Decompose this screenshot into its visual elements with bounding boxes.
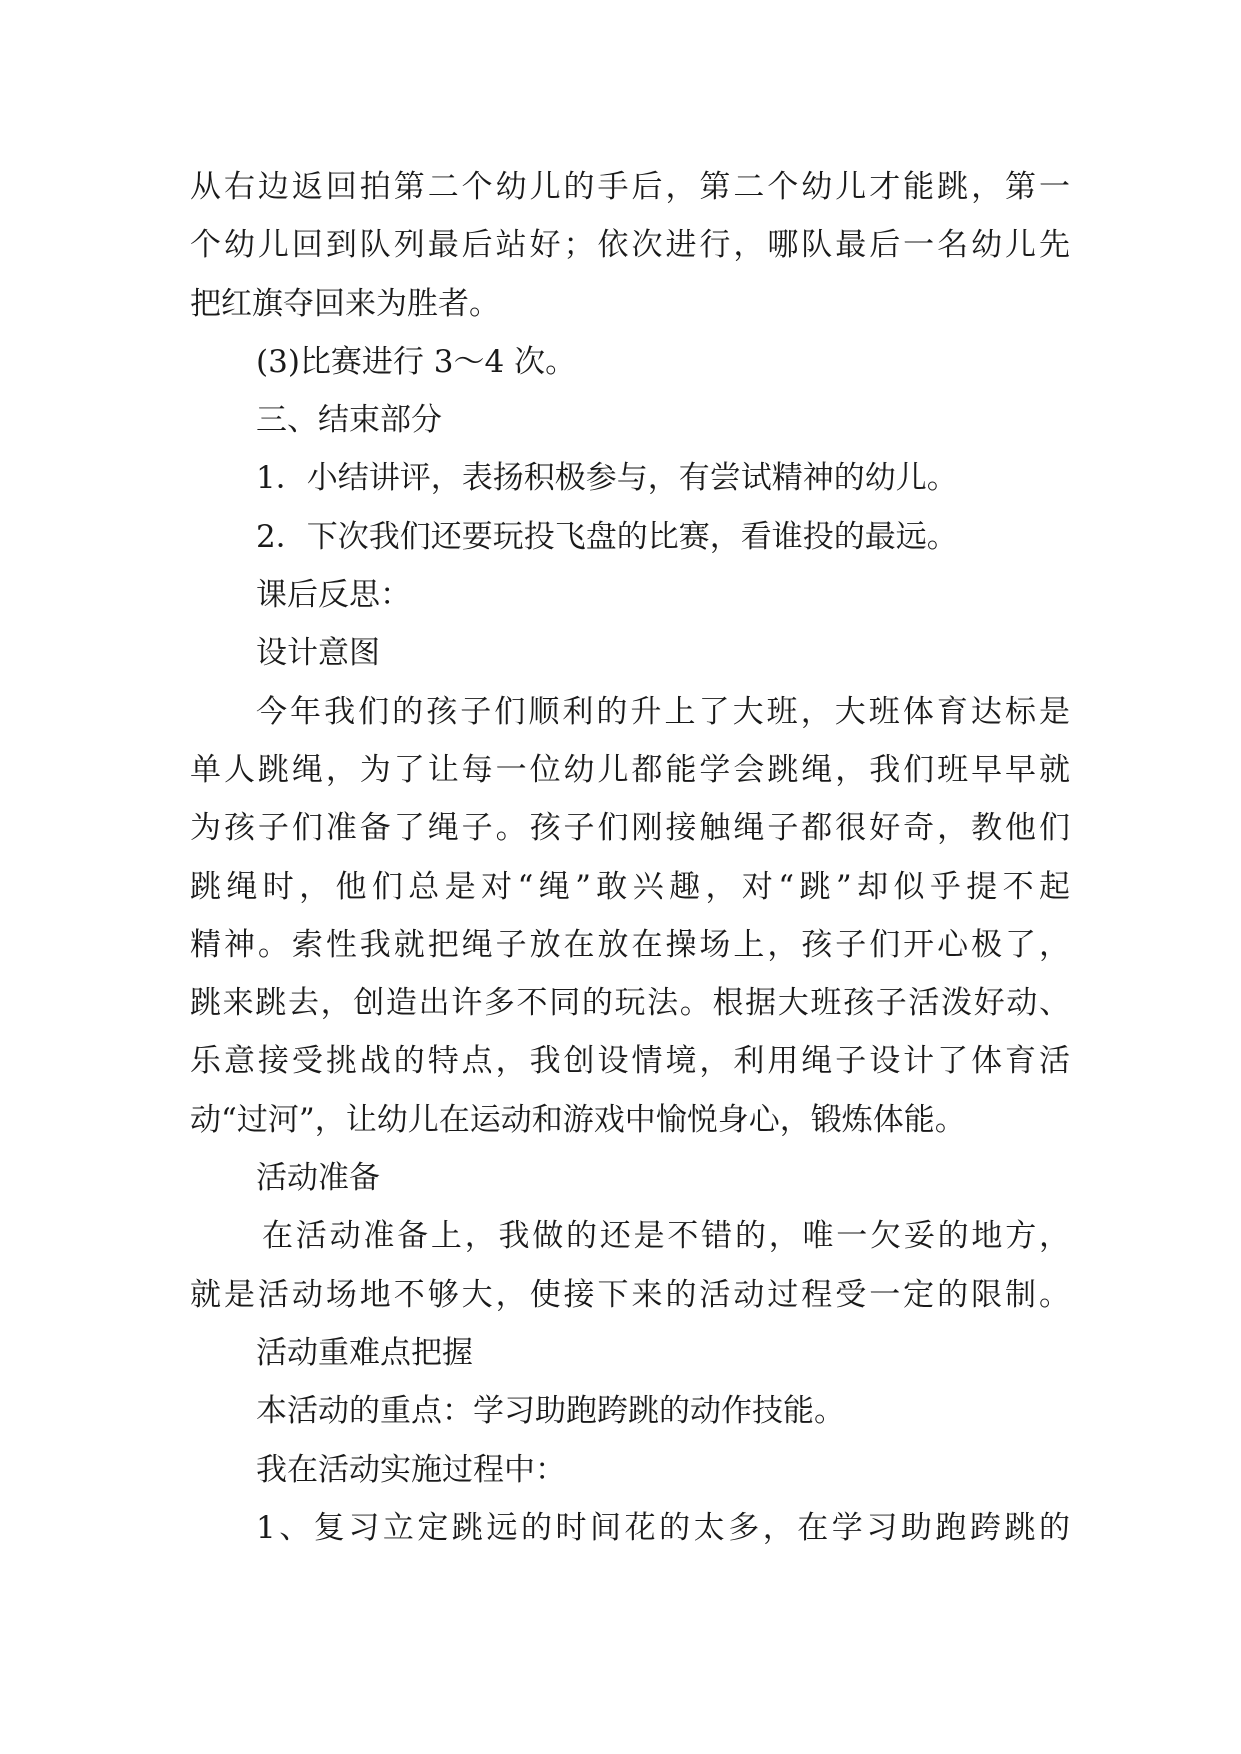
body-text — [190, 158, 1070, 1557]
text-line: 精神。索性我就把绳子放在放在操场上，孩子们开心极了， — [190, 926, 1070, 963]
text-line: (3)比赛进行 3～4 次。 — [256, 343, 577, 380]
text-line: 1、复习立定跳远的时间花的太多，在学习助跑跨跳的 — [256, 1509, 1070, 1546]
text-line: 跳绳时，他们总是对“绳”敢兴趣，对“跳”却似乎提不起 — [190, 868, 1070, 905]
section-heading: 活动准备 — [256, 1160, 380, 1197]
text-line: 在活动准备上，我做的还是不错的，唯一欠妥的地方， — [262, 1218, 1070, 1255]
text-line: 我在活动实施过程中： — [256, 1451, 566, 1488]
text-line: 把红旗夺回来为胜者。 — [190, 285, 500, 322]
section-heading: 设计意图 — [256, 635, 380, 672]
section-heading: 三、结束部分 — [256, 402, 442, 439]
text-line: 个幼儿回到队列最后站好；依次进行，哪队最后一名幼儿先 — [190, 227, 1070, 264]
text-line: 乐意接受挑战的特点，我创设情境，利用绳子设计了体育活 — [190, 1043, 1070, 1080]
text-line: 1．小结讲评，表扬积极参与，有尝试精神的幼儿。 — [256, 460, 958, 497]
text-line: 从右边返回拍第二个幼儿的手后，第二个幼儿才能跳，第一 — [190, 169, 1070, 205]
section-heading: 课后反思： — [256, 577, 411, 614]
text-line: 为孩子们准备了绳子。孩子们刚接触绳子都很好奇，教他们 — [190, 810, 1070, 847]
text-line: 跳来跳去，创造出许多不同的玩法。根据大班孩子活泼好动、 — [190, 985, 1070, 1022]
section-heading: 活动重难点把握 — [256, 1334, 473, 1371]
text-line: 就是活动场地不够大，使接下来的活动过程受一定的限制。 — [190, 1276, 1070, 1313]
text-line: 2．下次我们还要玩投飞盘的比赛，看谁投的最远。 — [256, 518, 958, 555]
text-line: 本活动的重点：学习助跑跨跳的动作技能。 — [256, 1393, 845, 1430]
text-line: 今年我们的孩子们顺利的升上了大班，大班体育达标是 — [256, 693, 1070, 730]
text-line: 动“过河”，让幼儿在运动和游戏中愉悦身心，锻炼体能。 — [190, 1101, 966, 1138]
text-line: 单人跳绳，为了让每一位幼儿都能学会跳绳，我们班早早就 — [190, 751, 1070, 788]
